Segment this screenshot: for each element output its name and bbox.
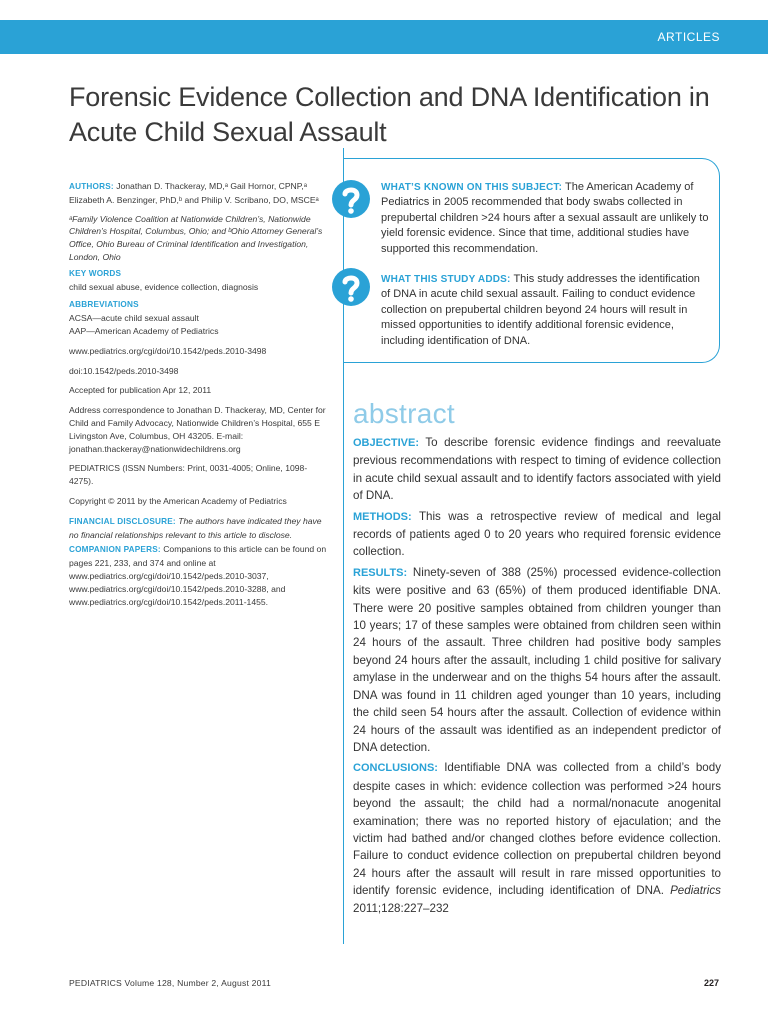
abstract-body bbox=[353, 434, 721, 920]
methods-label: METHODS: bbox=[353, 510, 412, 523]
question-mark-icon bbox=[332, 180, 370, 218]
objective-text: To describe forensic evidence findings and reevaluate previous recommendations with respect to timing of evidence collection in acute child sexual assault and to identify factors associated with yield of DNA. bbox=[353, 436, 722, 503]
abstract-heading: abstract bbox=[353, 398, 455, 429]
accepted-date: Accepted for publication Apr 12, 2011 bbox=[69, 385, 212, 396]
abbreviation-item: AAP—American Academy of Pediatrics bbox=[69, 325, 219, 336]
authors-text: Jonathan D. Thackeray, MD,ᵃ Gail Hornor, CPNP,ᵃ Elizabeth A. Benzinger, PhD,ᵇ and Philip V. Scribano, DO, MSCEᵃ bbox=[69, 181, 319, 205]
what-study-adds-section bbox=[381, 272, 711, 349]
affiliations: ᵃFamily Violence Coalition at Nationwide Children’s, Nationwide Children’s Hospital, Columbus, Ohio; and ᵇOhio Attorney General’s Office, Ohio Bureau of Criminal Identification and Investigation, London, Ohio bbox=[69, 213, 323, 262]
results-label: RESULTS: bbox=[353, 566, 408, 579]
companion-papers-label: COMPANION PAPERS: bbox=[69, 545, 161, 555]
article-url[interactable]: www.pediatrics.org/cgi/doi/10.1542/peds.2010-3498 bbox=[69, 345, 267, 356]
page-number: 227 bbox=[704, 978, 720, 988]
footer-journal-info: PEDIATRICS Volume 128, Number 2, August 2011 bbox=[69, 978, 271, 988]
financial-disclosure-label: FINANCIAL DISCLOSURE: bbox=[69, 516, 176, 526]
keywords-label: KEY WORDS bbox=[69, 268, 122, 278]
abbreviations bbox=[69, 299, 327, 337]
whats-known-label: WHAT’S KNOWN ON THIS SUBJECT: bbox=[381, 182, 563, 193]
authors-label: AUTHORS: bbox=[69, 182, 114, 191]
article-info-column bbox=[69, 180, 327, 608]
financial-disclosure-text: The authors have indicated they have no financial relationships relevant to this article to disclose. bbox=[69, 515, 322, 540]
question-mark-icon bbox=[332, 268, 370, 306]
abstract-methods bbox=[353, 508, 721, 561]
keywords bbox=[69, 268, 327, 294]
abbreviations-label: ABBREVIATIONS bbox=[69, 300, 139, 310]
section-label: ARTICLES bbox=[657, 30, 720, 44]
objective-label: OBJECTIVE: bbox=[353, 437, 420, 449]
methods-text: This was a retrospective review of medical and legal records of patients aged 0 to 20 years who required forensic evidence collection. bbox=[353, 509, 721, 559]
article-title: Forensic Evidence Collection and DNA Identification in Acute Child Sexual Assault bbox=[69, 82, 710, 147]
what-study-adds-label: WHAT THIS STUDY ADDS: bbox=[381, 274, 511, 285]
header-bar bbox=[0, 20, 768, 54]
companion-papers bbox=[69, 543, 327, 608]
correspondence-address: Address correspondence to Jonathan D. Thackeray, MD, Center for Child and Family Advocacy, Nationwide Children’s Hospital, 655 E Livingston Ave, Columbus, OH 43205. E-mail: jonathan.thackeray@nationwidechildrens.org bbox=[69, 405, 326, 454]
whats-known-section bbox=[381, 180, 711, 257]
citation: 2011;128:227–232 bbox=[353, 901, 449, 915]
journal-name: Pediatrics bbox=[670, 884, 721, 898]
issn: PEDIATRICS (ISSN Numbers: Print, 0031-4005; Online, 1098-4275). bbox=[69, 463, 308, 487]
doi: doi:10.1542/peds.2010-3498 bbox=[69, 365, 179, 376]
abstract-objective bbox=[353, 434, 721, 505]
abbreviation-item: ACSA—acute child sexual assault bbox=[69, 313, 199, 324]
companion-papers-text: Companions to this article can be found on pages 221, 233, and 374 and online at www.pediatrics.org/cgi/doi/10.1542/peds.2010-3037, www.pediatrics.org/cgi/doi/10.1542/peds.2010-3288, and www.pediatrics.org/cgi/doi/10.1542/peds.2011-1455. bbox=[69, 544, 327, 607]
whats-known-text: The American Academy of Pediatrics in 2005 recommended that body swabs collected in prepubertal children >24 hours after a sexual assault are unlikely to yield forensic evidence. Since that time, additional studies have supported this recommendation. bbox=[381, 181, 709, 255]
copyright: Copyright © 2011 by the American Academy of Pediatrics bbox=[69, 495, 287, 506]
conclusions-text: Identifiable DNA was collected from a child’s body despite cases in which: evidence collection was performed >24 hours beyond the assault; the child had a normal/nonacute anogenital examination; there was no reported history of ejaculation; and the victim had bathed and/or changed clothes before evidence collection. Failure to conduct evidence collection on prepubertal children beyond 24 hours after the assault will result in rare missed opportunities to identify forensic evidence, including identification of DNA. bbox=[353, 761, 721, 898]
results-text: Ninety-seven of 388 (25%) processed evidence-collection kits were positive and 63 (65%) of them produced identifiable DNA. There were 20 positive samples obtained from children younger than 10 years; 17 of these samples were obtained from children seen within 24 hours of the assault. Three children had positive body samples beyond 24 hours after the assault, including 1 child positive for salivary amylase in the underwear and on the thighs 54 hours after the assault. DNA was found in 11 children aged younger than 10 years, including the child seen 54 hours after the assault. Collection of evidence within 24 hours of the assault was identified as an independent predictor of DNA detection. bbox=[353, 565, 721, 754]
what-study-adds-text: This study addresses the identification of DNA in acute child sexual assault. Failing to conduct evidence collection on prepubertal children beyond 24 hours will result in missed opportunities to identify additional forensic evidence, including identification of DNA. bbox=[381, 273, 700, 347]
conclusions-label: CONCLUSIONS: bbox=[353, 762, 438, 775]
financial-disclosure bbox=[69, 515, 327, 542]
abstract-results bbox=[353, 564, 721, 756]
authors bbox=[69, 180, 327, 207]
abstract-conclusions bbox=[353, 759, 721, 917]
keywords-text: child sexual abuse, evidence collection, diagnosis bbox=[69, 281, 259, 292]
